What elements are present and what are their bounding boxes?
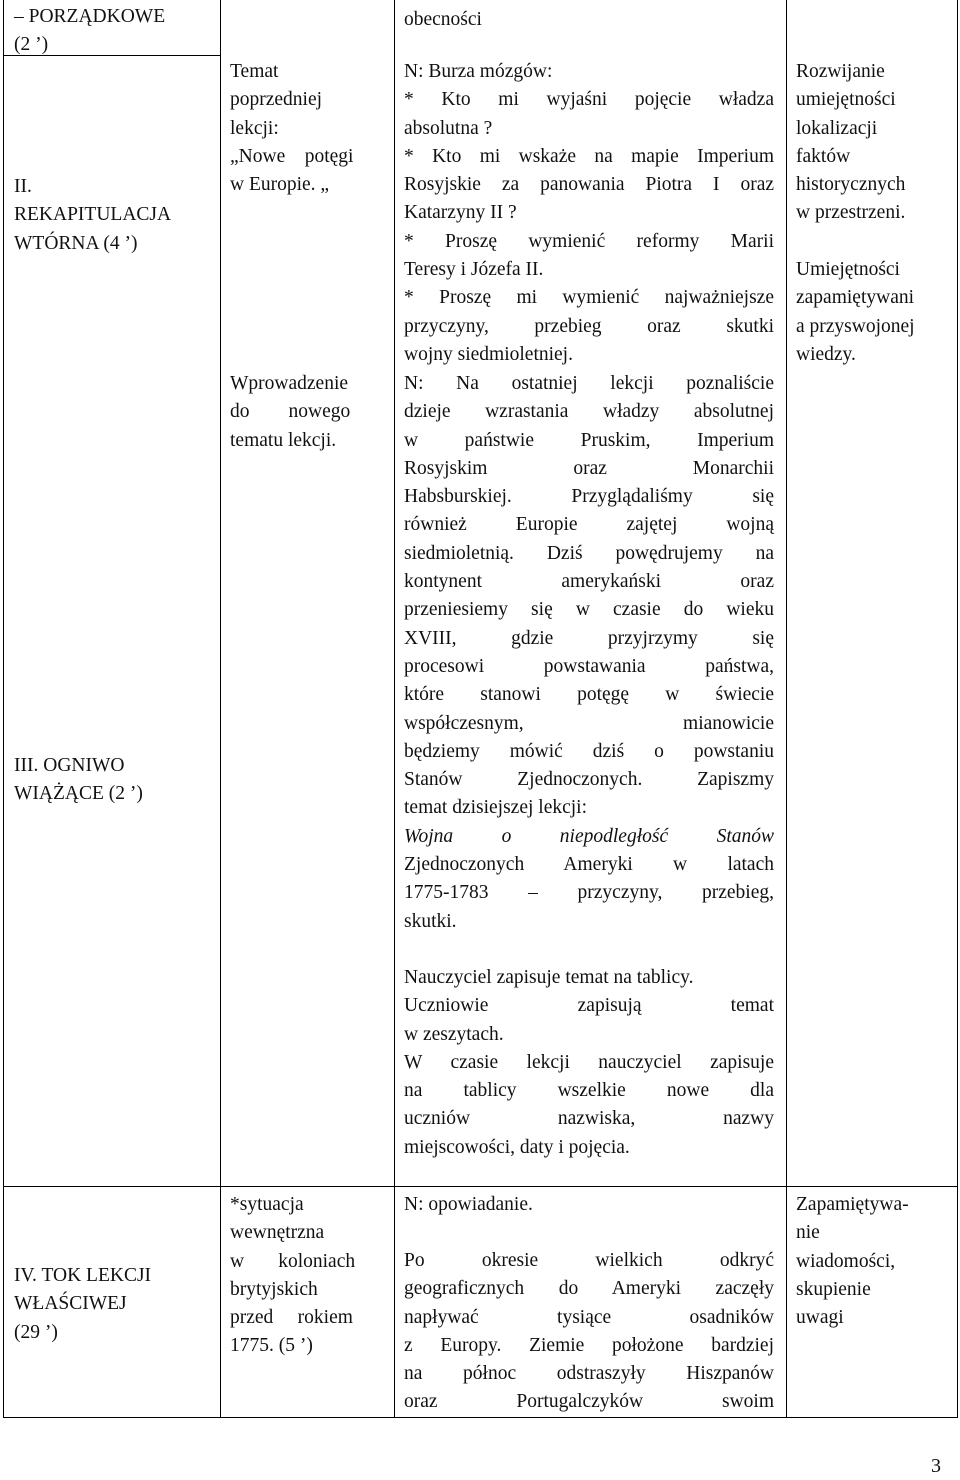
goal-rozwijanie: Rozwijanie umiejętności lokalizacji faktów historycznych w przestrzeni. xyxy=(796,61,906,224)
phase-porzadkowe: – PORZĄDKOWE (2 ’) xyxy=(14,6,166,56)
phase-ogniwo: III. OGNIWO WIĄŻĄCE (2 ’) xyxy=(14,755,143,805)
activity-sytuacja-wewnetrzna: *sytuacja wewnętrzna w koloniach brytyjskich przed rokiem 1775. (5 ’) xyxy=(230,1194,356,1357)
text-po-okresie: Po okresie wielkich odkryć geograficznych do Ameryki zaczęły napływać tysiące osadników z Europy. Ziemie położone bardziej na północ odstraszyły Hiszpanów oraz Portugalczyków swoim xyxy=(404,1250,774,1413)
table-border-col1 xyxy=(220,0,221,1418)
text-obecnosci: obecności xyxy=(404,9,482,30)
table-border-left xyxy=(3,0,4,1418)
page-number: 3 xyxy=(931,1455,941,1477)
row-divider-2 xyxy=(3,1186,958,1187)
lesson-topic: Wojna o niepodległość Stanów xyxy=(404,825,774,847)
text-opowiadanie: N: opowiadanie. xyxy=(404,1194,533,1215)
table-border-right xyxy=(957,0,958,1418)
table-border-col3 xyxy=(786,0,787,1418)
goal-zapamietywanie: Zapamiętywa- nie wiadomości, skupienie uwagi xyxy=(796,1194,909,1329)
table-border-col2 xyxy=(394,0,395,1418)
phase-tok-lekcji: IV. TOK LEKCJI WŁAŚCIWEJ (29 ’) xyxy=(14,1265,152,1343)
text-na-ostatniej-lekcji: N: Na ostatniej lekcji poznaliście dzieje wzrastania władzy absolutnej w państwie Pruskim, Imperium Rosyjskim oraz Monarchii Habsburskiej. Przyglądaliśmy się również Europie zajętej wojną siedmioletnią. Dziś powędrujemy na kontynent amerykański oraz przeniesiemy się w czasie do wieku XVIII, gdzie przyjrzymy się procesowi powstawania państwa, które stanowi potęgę w świecie współczesnym, mianowicie będziemy mówić dziś o powstaniu Stanów Zjednoczonych. Zapiszmy temat dzisiejszej lekcji: Wojna o niepodległość Stanów Zjednoczonych Ameryki w latach 1775-1783 – przyczyny, przebieg, skutki. xyxy=(404,373,774,932)
activity-wprowadzenie: Wprowadzenie do nowego tematu lekcji. xyxy=(230,373,351,451)
text-burza-mozgow: N: Burza mózgów: * Kto mi wyjaśni pojęcie władza absolutna ? * Kto mi wskaże na mapie Imperium Rosyjskie za panowania Piotra I oraz Katarzyny II ? * Proszę wymienić reformy Marii Teresy i Józefa II. * Proszę mi wymienić najważniejsze przyczyny, przebieg oraz skutki wojny siedmioletniej. xyxy=(404,61,774,365)
table-border-bottom xyxy=(3,1417,958,1418)
text-nauczyciel-zapisuje: Nauczyciel zapisuje temat na tablicy. Uczniowie zapisują temat w zeszytach. W czasie lekcji nauczyciel zapisuje na tablicy wszelkie nowe dla uczniów nazwiska, nazwy miejscowości, daty i pojęcia. xyxy=(404,967,774,1158)
activity-temat-poprzedniej: Temat poprzedniej lekcji: „Nowe potęgi w Europie. „ xyxy=(230,61,354,196)
goal-umiejetnosci: Umiejętności zapamiętywani a przyswojonej wiedzy. xyxy=(796,259,915,365)
phase-rekapitulacja: II. REKAPITULACJA WTÓRNA (4 ’) xyxy=(14,176,172,254)
